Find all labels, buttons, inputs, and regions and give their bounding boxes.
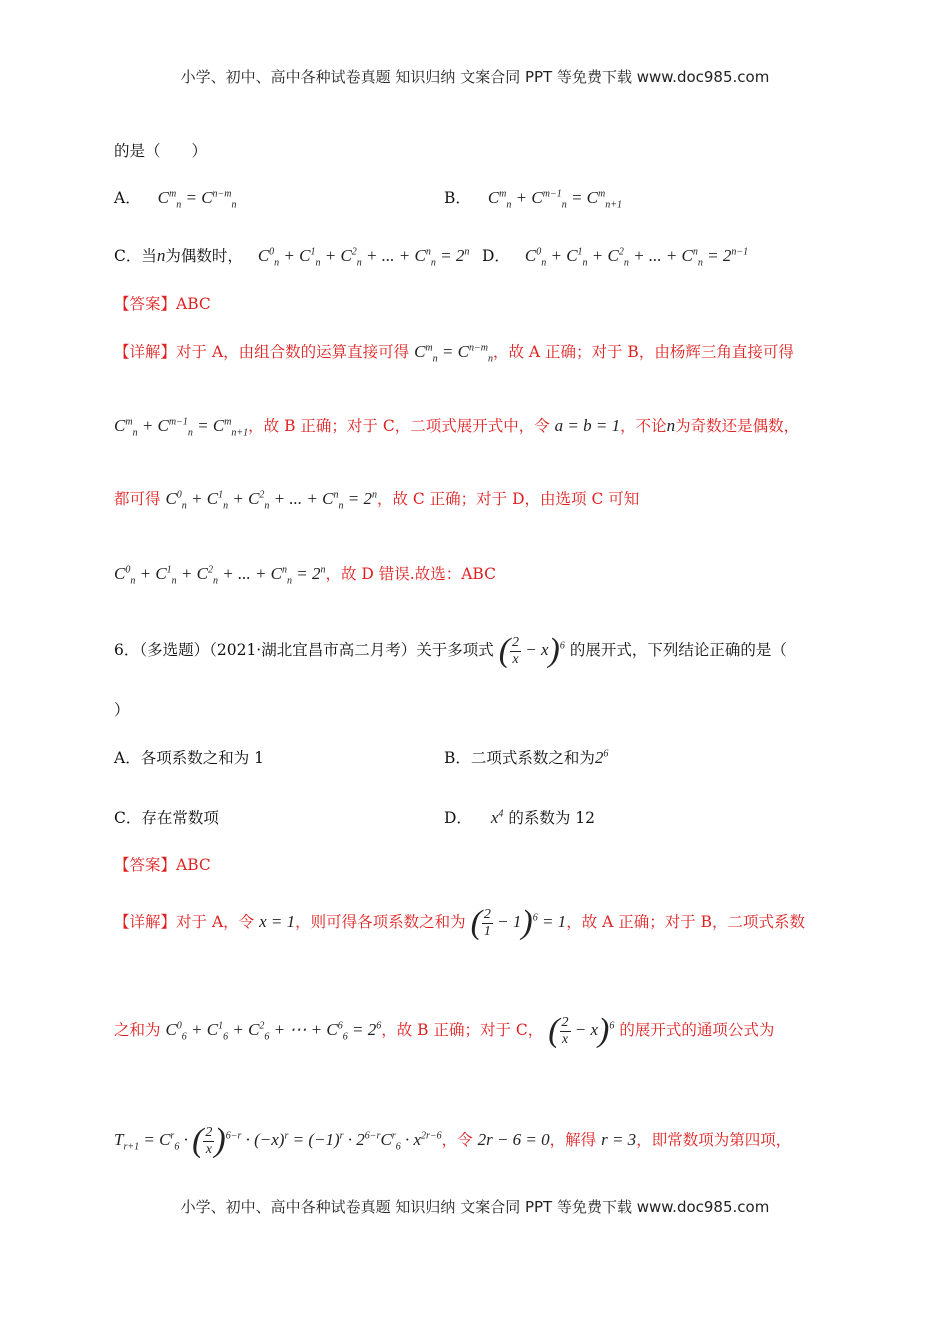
option-a-label: A． (114, 189, 141, 207)
option-d-label: D． (444, 809, 472, 827)
q5-option-b (444, 186, 622, 210)
text: ，故 A 正确；对于 B，二项式系数 (566, 912, 806, 931)
text: 对于 A，令 (176, 912, 255, 931)
formula: $C^0_n + C^1_n + C^2_n$ + ... + $C^n_n = 2^{n-1}$ (524, 246, 749, 269)
q5-stem-tail: 的是（ ） (114, 142, 208, 160)
q6-detail-line-1 (114, 904, 805, 942)
q6-option-b (444, 746, 608, 768)
formula: $C^m_n + C^{m-1}_n = C^m_{n+1}$ (487, 188, 622, 211)
formula: ( $\frac{2}{x}$ − x)$^6$ (498, 632, 565, 669)
text: ，故 B 正确；对于 C， (381, 1020, 544, 1039)
text: ，令 (441, 1130, 473, 1149)
formula: r = 3 (601, 1129, 637, 1149)
detail-lead: 【详解】 (114, 343, 177, 361)
var-n: n (666, 416, 676, 435)
q6-detail-line-2 (114, 1012, 774, 1050)
formula: $C^0_n + C^1_n + C^2_n$ + ... + $C^n_n = 2^n$ (165, 489, 377, 512)
q6-option-c: C．存在常数项 (114, 809, 219, 827)
q6-option-d (444, 806, 595, 828)
detail-lead: 【详解】 (114, 912, 177, 931)
q5-option-a (114, 186, 237, 210)
option-c-label: C．当 (114, 247, 157, 265)
text: ，故 B 正确；对于 C，二项式展开式中，令 (248, 417, 550, 435)
q6-detail-line-3 (114, 1122, 791, 1160)
formula: $C^0_n + C^1_n + C^2_n$ + ... + $C^n_n = 2^n$ (257, 246, 470, 269)
q5-detail-line-4 (114, 562, 496, 586)
var-n: n (156, 246, 166, 265)
text: 对于 A，由组合数的运算直接可得 (176, 343, 410, 361)
q5-detail-line-2 (114, 414, 799, 438)
text: ，不论 (620, 417, 667, 435)
formula: $C^m_n + C^{m-1}_n = C^m_{n+1}$ (114, 416, 249, 439)
text: 的展开式的通项公式为 (619, 1020, 775, 1039)
formula: $C^0_n + C^1_n + C^2_n$ + ... + $C^n_n = 2^n$ (114, 564, 326, 587)
q6-answer: 【答案】ABC (114, 856, 211, 874)
page-header: 小学、初中、高中各种试卷真题 知识归纳 文案合同 PPT 等免费下载 www.doc985.com (180, 68, 770, 86)
q5-answer: 【答案】ABC (114, 295, 211, 313)
option-c-text: 为偶数时， (165, 247, 243, 265)
formula: $T_{r+1} = C^r_6$ · ( $\frac{2}{x}$ )$^{6-r} \cdot (-x)^r = (-1)^r \cdot 2^{6-r}C^r_6 \cdot x^{2r-6}$ (114, 1122, 442, 1159)
text: ，故 C 正确；对于 D，由选项 C 可知 (376, 490, 640, 508)
formula: $C^m_n = C^{n-m}_n$ (414, 342, 493, 365)
q5-option-d (482, 244, 748, 268)
text: ，故 A 正确；对于 B，由杨辉三角直接可得 (492, 343, 794, 361)
text: 之和为 (114, 1020, 161, 1039)
text: 的展开式，下列结论正确的是（ (569, 640, 787, 659)
text: ，故 D 错误.故选：ABC (325, 565, 496, 583)
page-footer: 小学、初中、高中各种试卷真题 知识归纳 文案合同 PPT 等免费下载 www.doc985.com (180, 1198, 770, 1216)
formula: a = b = 1 (554, 416, 621, 435)
text: 6．（多选题）（2021·湖北宜昌市高二月考）关于多项式 (114, 640, 494, 659)
formula: $2^6$ (594, 748, 609, 767)
option-b-label: B． (444, 189, 471, 207)
q6-option-a: A．各项系数之和为 1 (114, 749, 264, 767)
text: 为奇数还是偶数， (675, 417, 800, 435)
formula: ( $\frac{2}{1}$ − 1)$^6$ = 1 (470, 904, 567, 941)
formula: $C^0_6 + C^1_6 + C^2_6$ + ⋯ + $C^6_6 = 2^6$ (165, 1019, 382, 1043)
text: 都可得 (114, 490, 161, 508)
q5-detail-line-1 (114, 340, 794, 364)
q5-detail-line-3 (114, 487, 639, 511)
text: B．二项式系数之和为 (444, 749, 595, 767)
q6-stem (114, 632, 787, 670)
formula: $x^4$ (490, 808, 504, 827)
text: 的系数为 12 (508, 809, 596, 827)
formula: ( $\frac{2}{x}$ − x)$^6$ (548, 1012, 615, 1049)
q6-stem-end: ） (114, 701, 130, 719)
option-d-label: D． (482, 247, 510, 265)
formula: $C^m_n = C^{n-m}_n$ (157, 188, 237, 211)
text: ，解得 (549, 1130, 597, 1149)
text: ，即常数项为第四项， (636, 1130, 792, 1149)
text: ，则可得各项系数之和为 (295, 912, 466, 931)
formula: 2r − 6 = 0 (477, 1129, 550, 1149)
q5-option-c (114, 244, 469, 268)
formula: x = 1 (259, 911, 296, 931)
